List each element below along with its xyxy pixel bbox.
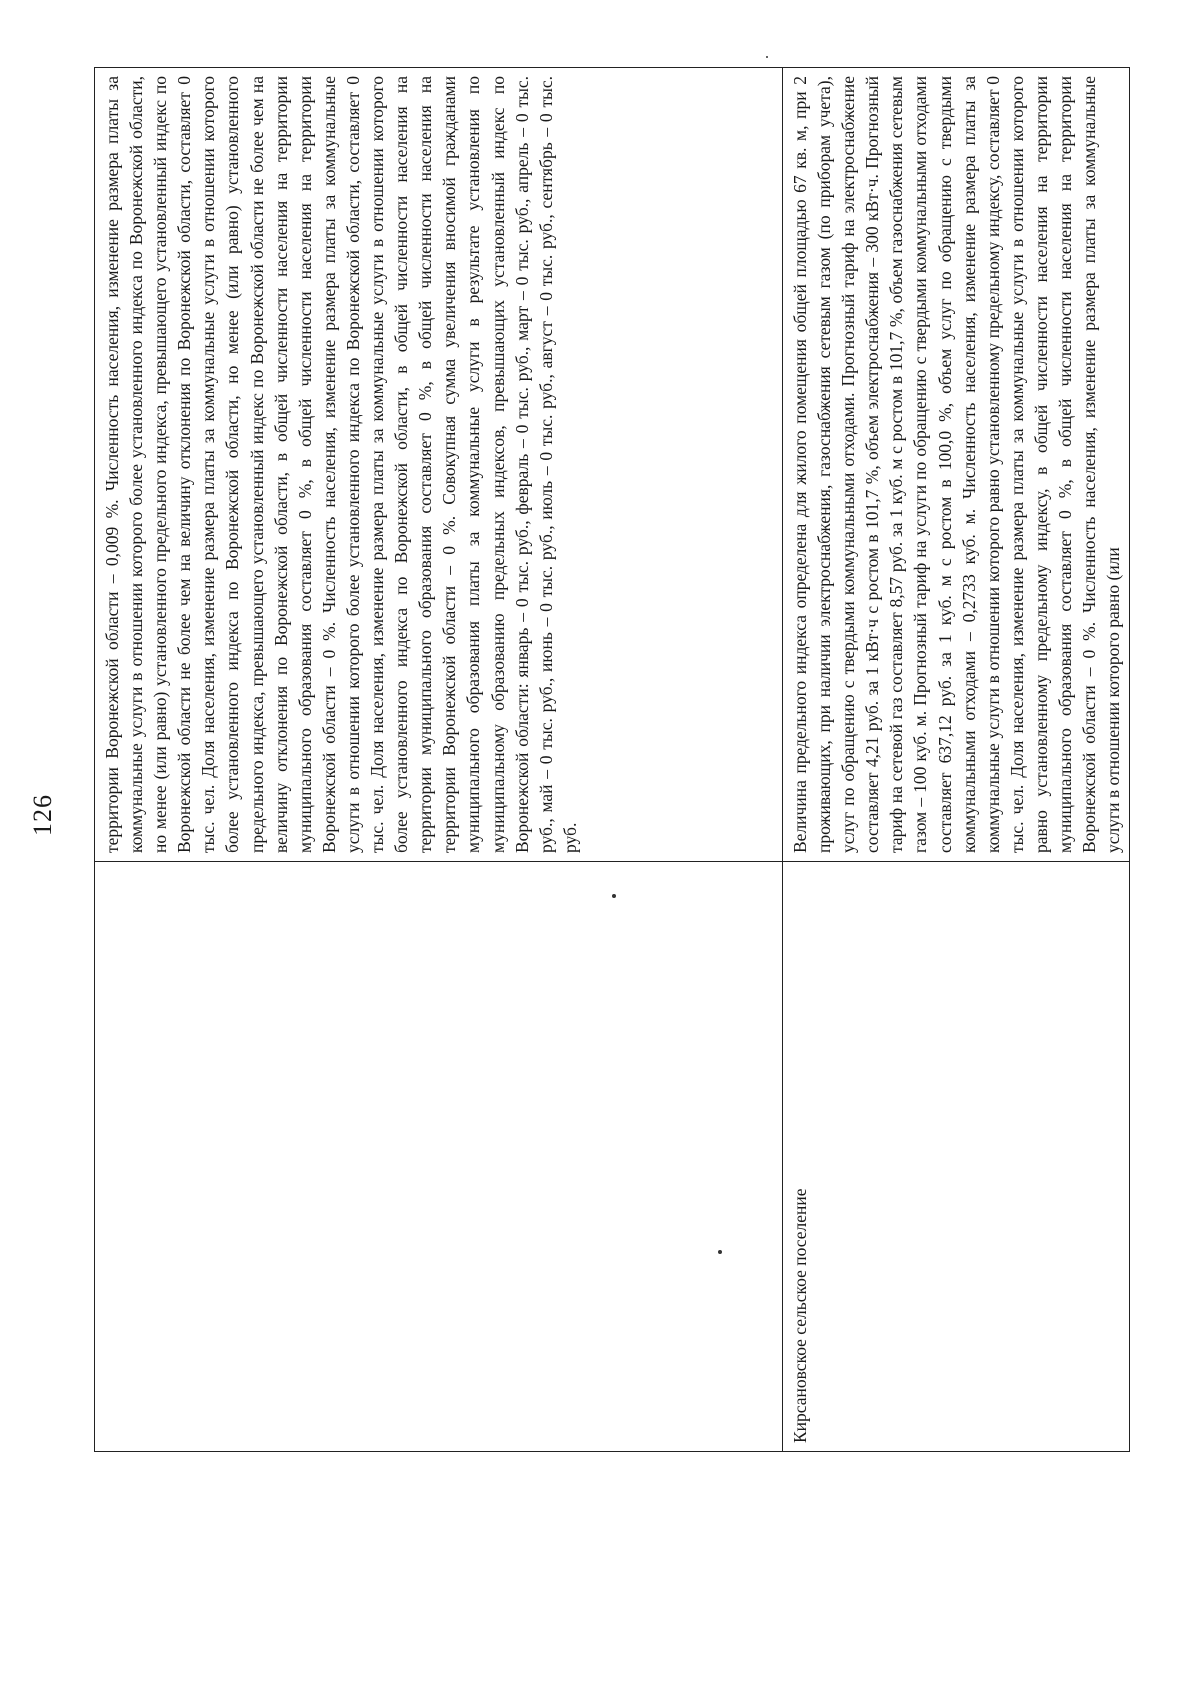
table-row — [95, 68, 783, 1452]
rotated-page — [20, 50, 1124, 1580]
municipality-name: Кирсановское сельское поселение — [790, 1188, 810, 1443]
municipality-cell — [95, 862, 783, 1452]
description-cell — [783, 68, 1130, 862]
description-text: Величина предельного индекса определена для жилого помещения общей площадью 67 кв. м, при 2 проживающих, при наличии электроснабжения, газоснабжения сетевым газом (по приборам учета), услуг по обращению с твердыми коммунальными отходами. Прогнозный тариф на электроснабжение составляет 4,21 руб. за 1 кВт·ч с ростом в 101,7 %, объем электроснабжения – 300 кВт·ч. Прогнозный тариф на сетевой газ составляет 8,57 руб. за 1 куб. м с ростом в 101,7 %, объем газоснабжения сетевым газом – 100 куб. м. Прогнозный тариф на услуги по обращению с твердыми коммунальными отходами составляет 637,12 руб. за 1 куб. м с ростом в 100,0 %, объем услуг по обращению с твердыми коммунальными отходами – 0,2733 куб. м. Численность населения, изменение размера платы за коммунальные услуги в отношении которого равно установленному предельному индексу, составляет 0 тыс. чел. Доля населения, изменение размера платы за коммунальные услуги в отношении которого равно установленному предельному индексу, в общей численности населения на территории муниципального образования составляет 0 %, в общей численности населения на территории Воронежской области – 0 %. Численность населения, изменение размера платы за коммунальные услуги в отношении которого равно (или — [790, 76, 1124, 853]
scan-speck — [718, 1250, 722, 1254]
municipality-cell — [783, 862, 1130, 1452]
scan-speck — [612, 894, 616, 898]
table-row — [783, 68, 1130, 1452]
description-cell — [95, 68, 783, 862]
page-number: 126 — [28, 794, 57, 836]
data-table — [94, 67, 1130, 1452]
scan-speck — [766, 56, 768, 58]
description-text: территории Воронежской области – 0,009 %. Численность населения, изменение размера платы за коммунальные услуги в отношении которого более установленного индекса по Воронежской области, но менее (или равно) установленного предельного индекса, превышающего установленный индекс по Воронежской области не более чем на величину отклонения по Воронежской области, составляет 0 тыс. чел. Доля населения, изменение размера платы за коммунальные услуги в отношении которого более установленного индекса по Воронежской области, но менее (или равно) установленного предельного индекса, превышающего установленный индекс по Воронежской области не более чем на величину отклонения по Воронежской области, в общей численности населения на территории муниципального образования составляет 0 %, в общей численности населения на территории Воронежской области – 0 %. Численность населения, изменение размера платы за коммунальные услуги в отношении которого более установленного индекса по Воронежской области, составляет 0 тыс. чел. Доля населения, изменение размера платы за коммунальные услуги в отношении которого более установленного индекса по Воронежской области, в общей численности населения на территории муниципального образования составляет 0 %, в общей численности населения на территории Воронежской области – 0 %. Совокупная сумма увеличения вносимой гражданами муниципального образования платы за коммунальные услуги в результате установления по муниципальному образованию предельных индексов, превышающих установленный индекс по Воронежской области: январь – 0 тыс. руб., февраль – 0 тыс. руб., март – 0 тыс. руб., апрель – 0 тыс. руб., май – 0 тыс. руб., июнь – 0 тыс. руб., июль – 0 тыс. руб., август – 0 тыс. руб., сентябрь – 0 тыс. руб. — [102, 76, 580, 853]
